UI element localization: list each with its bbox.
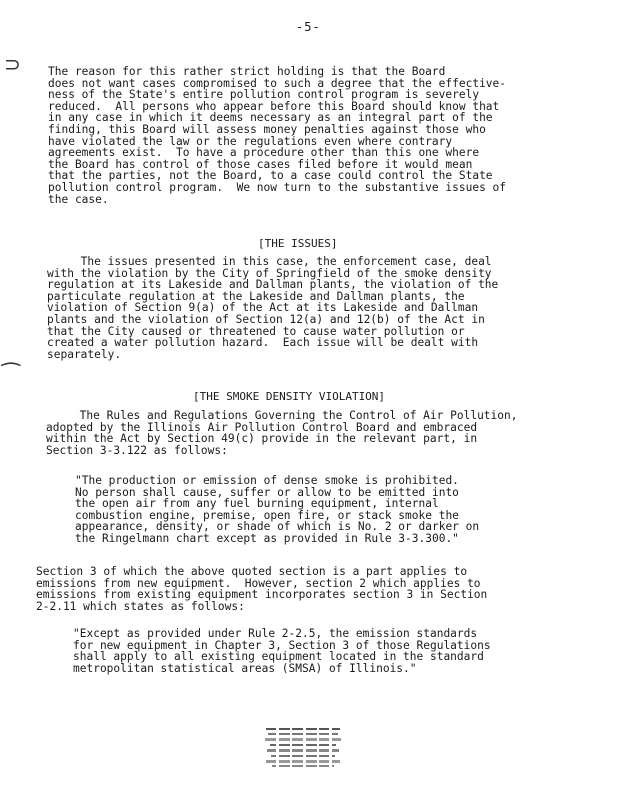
quote-smoke-rule: "The production or emission of dense smoke is prohibited. No person shall cause, suffer or allow to be emitted into the open air from any fuel burning equipment, internal combustion engine, premise, open fire, or stack smoke the appearance, density, or shade of which is No. 2 or darker on the Ringelmann chart except as provided in Rule 3-3.300." [75,474,480,545]
margin-brace-mark: ⁀ [2,364,20,389]
quote-emission-standards: "Except as provided under Rule 2-2.5, the emission standards for new equipment in Chapter 3, Section 3 of those Regulations shall apply to all existing equipment located in the standard metropolitan statistical areas (SMSA) of Illinois." [73,627,491,675]
paragraph-rules-regulations: The Rules and Regulations Governing the Control of Air Pollution, adopted by the Illinois Air Pollution Control Board and embraced within the Act by Section 49(c) provide in the relevant part, in Section 3-3.122 as follows: [46,409,518,457]
heading-smoke-density-violation: [THE SMOKE DENSITY VIOLATION] [193,390,386,403]
stamp-mark [262,724,344,770]
margin-bracket-mark: ⊃ [4,52,21,76]
page-number: -5- [296,20,321,34]
paragraph-issues: The issues presented in this case, the enforcement case, deal with the violation by the City of Springfield of the smoke density regulation at its Lakeside and Dallman plants, the violation of the particulate regulation at the Lakeside and Dallman plants, the violation of Section 9(a) of the Act at its Lakeside and Dallman plants and the violation of Section 12(a) and 12(b) of the Act in that the City caused or threatened to cause water pollution or created a water pollution hazard. Each issue will be dealt with separately. [47,255,499,361]
paragraph-penalty-holding: The reason for this rather strict holding is that the Board does not want cases compromised to such a degree that the effective- ness of the State's entire pollution control program is severely reduced. All persons who appear before this Board should know that in any case in which it deems necessary as an integral part of the finding, this Board will assess money penalties against those who have violated the law or the regulations even where contrary agreements exist. To have a procedure other than this one where the Board has control of those cases filed before it would mean that the parties, not the Board, to a case could control the State pollution control program. We now turn to the substantive issues of the case. [48,65,507,206]
paragraph-section-3: Section 3 of which the above quoted section is a part applies to emissions from new equipment. However, section 2 which applies to emissions from existing equipment incorporates section 3 in Section 2-2.11 which states as follows: [36,565,488,613]
heading-the-issues: [THE ISSUES] [258,237,338,250]
